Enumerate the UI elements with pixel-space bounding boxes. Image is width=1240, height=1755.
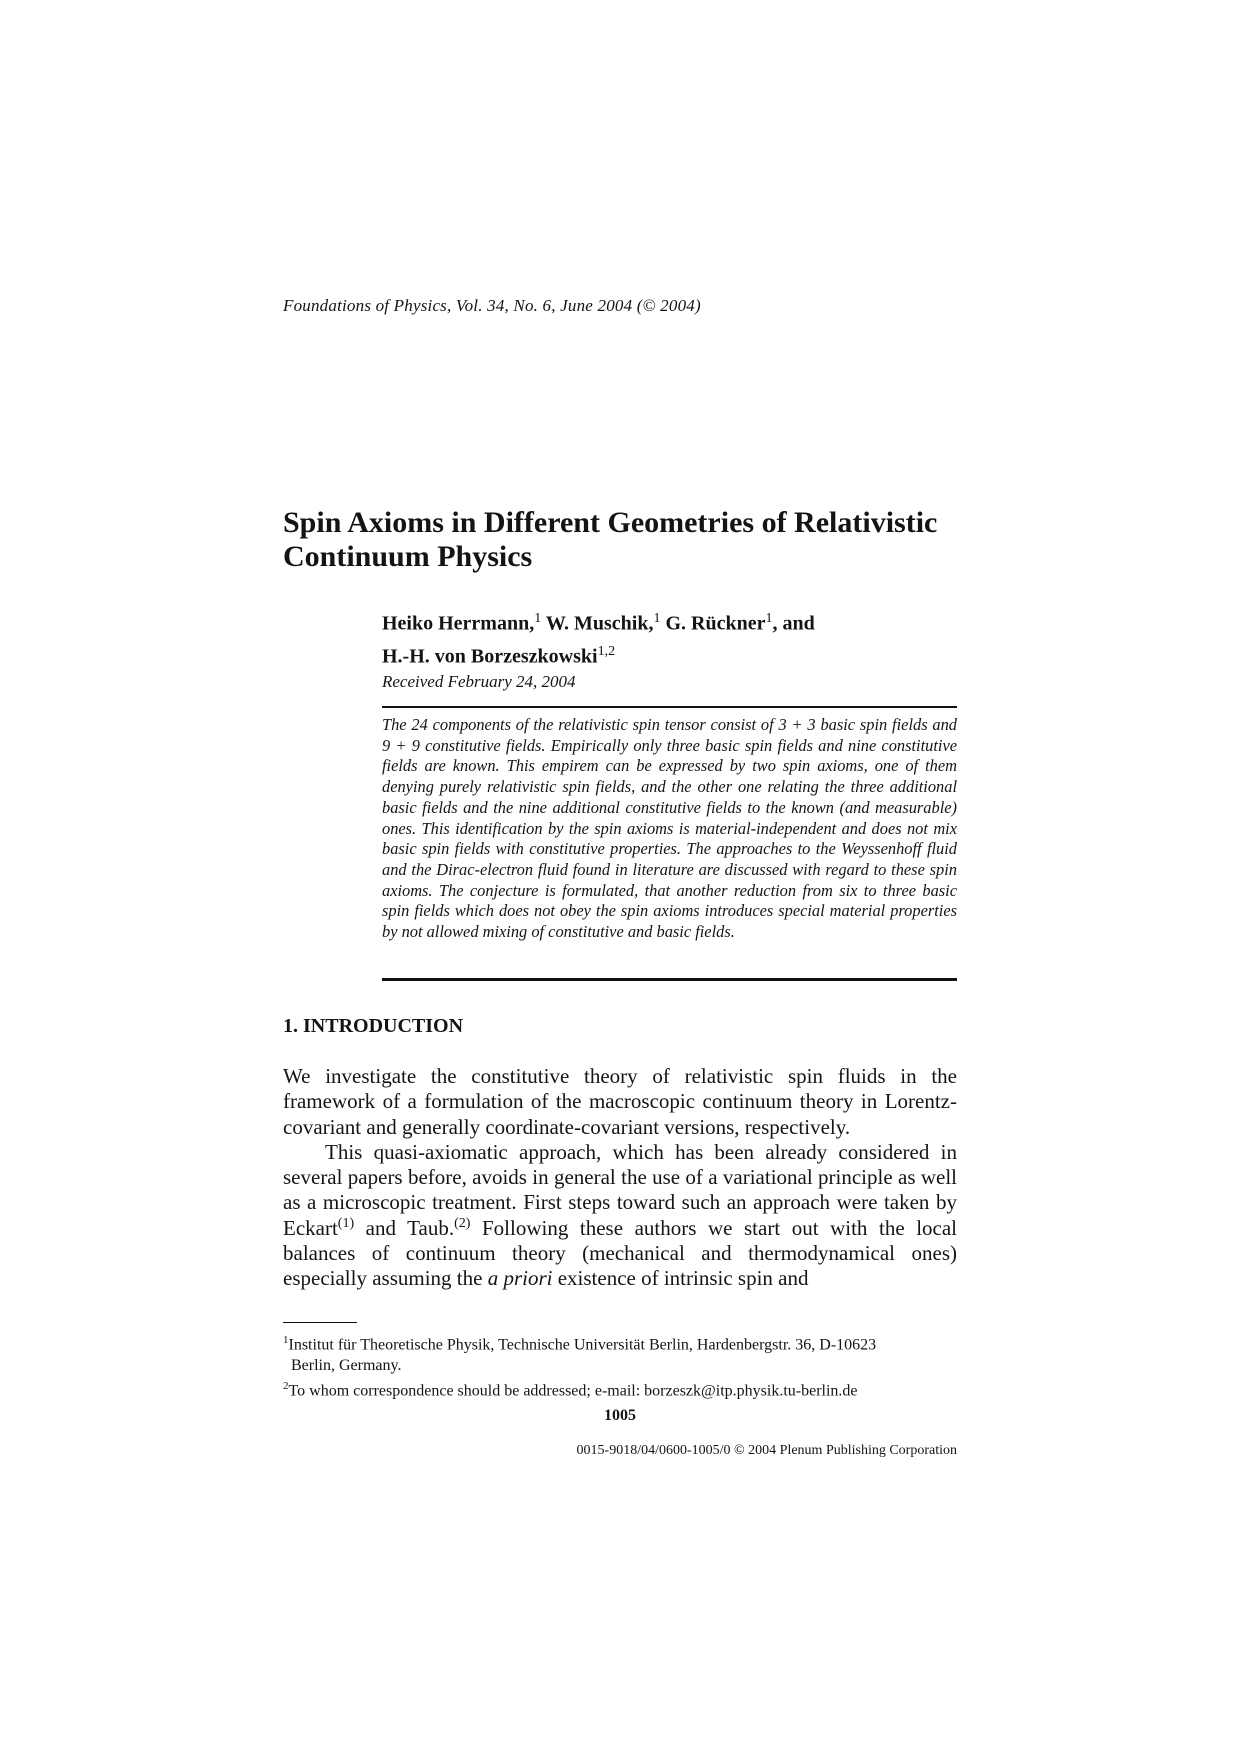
footnote: [283, 1330, 957, 1376]
journal-citation: Foundations of Physics, Vol. 34, No. 6, June 2004 (© 2004): [283, 296, 701, 315]
footnote-text: Berlin, Germany.: [291, 1356, 402, 1374]
author-separator: , and: [772, 612, 815, 635]
title-line-1: Spin Axioms in Different Geometries of Relativistic: [283, 506, 938, 539]
author-name: Heiko Herrmann,: [382, 612, 535, 635]
footnote-rule: [283, 1322, 357, 1323]
abstract-text: The 24 components of the relativistic spin tensor consist of 3 + 3 basic spin fields and 9 + 9 constitutive fields. Empirically only three basic spin fields and nine constitutive fields are known. This empirem can be expressed by two spin axioms, one of them denying purely relativistic spin fields, and the other one relating the three additional basic fields and the nine additional constitutive fields to the known (and measurable) ones. This identification by the spin axioms is material-independent and does not mix basic spin fields with constitutive properties. The approaches to the Weyssenhoff fluid and the Dirac-electron fluid found in literature are discussed with regard to these spin axioms. The conjecture is formulated, that another reduction from six to three basic spin fields which does not obey the spin axioms introduces special material properties by not allowed mixing of constitutive and basic fields.: [382, 715, 957, 942]
abstract-top-rule: [382, 706, 957, 708]
author-affiliation-mark: 1: [765, 611, 773, 626]
paragraph: We investigate the constitutive theory of relativistic spin fluids in the framework of a formulation of the macroscopic continuum theory in Lorentz-covariant and generally coordinate-covariant versions, respectively.: [283, 1064, 957, 1139]
footnote-text: To whom correspondence should be addressed; e-mail: borzeszk@itp.physik.tu-berlin.de: [288, 1382, 858, 1400]
footnotes: [283, 1330, 957, 1402]
author-name: W. Muschik,: [545, 612, 654, 635]
author-affiliation-mark: 1,2: [597, 643, 616, 659]
footnote-mark: 2: [283, 1380, 289, 1393]
paragraph: [283, 1140, 957, 1292]
body-text: [283, 1064, 957, 1292]
author-name: H.-H. von Borzeszkowski: [382, 645, 598, 668]
paragraph-text: Following these authors we start out with the local balances of continuum theory (mechanical and thermodynamical ones) especially assuming the: [283, 1215, 958, 1291]
author-name: G. Rückner: [665, 612, 766, 635]
paragraph-text: This quasi-axiomatic approach, which has been already considered in several papers before, avoids in general the use of a variational principle as well as a microscopic treatment. First steps toward such an approach were taken by Eckart: [283, 1139, 957, 1240]
section-heading: 1. INTRODUCTION: [283, 1015, 464, 1037]
emphasis-text: a priori: [487, 1266, 553, 1291]
footnote: [283, 1376, 957, 1402]
author-list: [382, 605, 962, 670]
footnote-mark: 1: [283, 1334, 289, 1346]
abstract-bottom-rule: [382, 978, 957, 981]
page-number: 1005: [604, 1407, 636, 1424]
paragraph-text: and Taub.: [354, 1215, 455, 1240]
title-line-2: Continuum Physics: [283, 540, 533, 573]
author-affiliation-mark: 1: [653, 611, 661, 626]
paper-title: [283, 506, 983, 574]
footnote-text: Institut für Theoretische Physik, Technische Universität Berlin, Hardenbergstr. 36, D-10623: [288, 1336, 877, 1354]
paragraph-text: existence of intrinsic spin and: [552, 1266, 809, 1291]
citation-ref: (1): [337, 1215, 355, 1231]
copyright-line: 0015-9018/04/0600-1005/0 © 2004 Plenum Publishing Corporation: [576, 1443, 957, 1458]
citation-ref: (2): [454, 1215, 471, 1231]
received-date: Received February 24, 2004: [382, 672, 576, 691]
author-affiliation-mark: 1: [534, 611, 542, 626]
